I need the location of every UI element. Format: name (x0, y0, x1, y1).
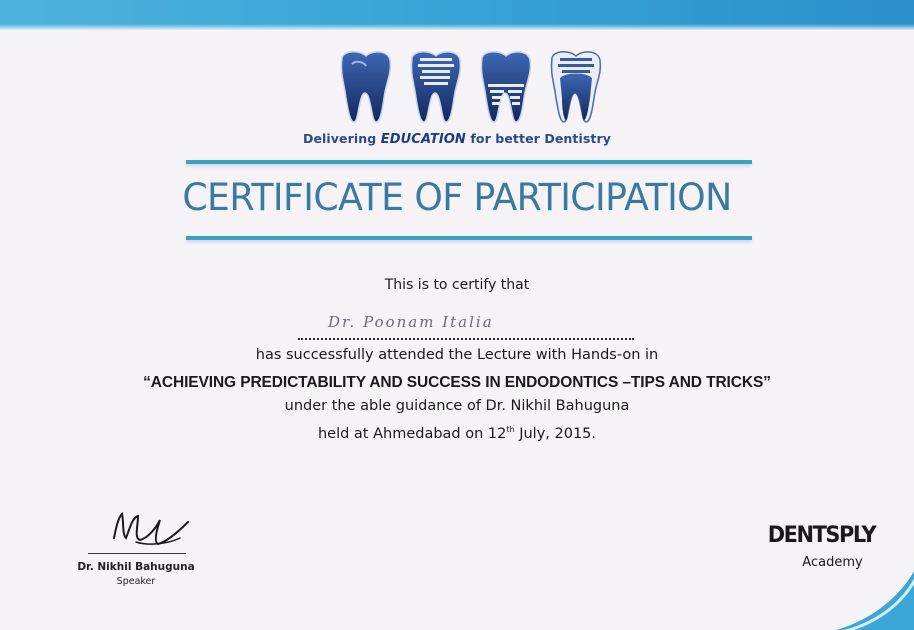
certify-line: This is to certify that (384, 277, 530, 293)
held-line (0, 425, 914, 442)
signature (108, 508, 198, 552)
date-ordinal: th (506, 425, 515, 434)
title-rule-top (186, 160, 752, 164)
signature-line (88, 553, 186, 554)
tooth-icon-4 (551, 52, 600, 122)
guidance-line: under the able guidance of Dr. Nikhil Bahuguna (284, 398, 630, 414)
tooth-logo (330, 48, 610, 128)
top-color-band (0, 0, 914, 30)
tooth-icon-1 (341, 52, 390, 122)
participant-name: Dr. Poonam Italia (328, 313, 494, 331)
attended-line: has successfully attended the Lecture with Hands-on in (255, 347, 659, 363)
tooth-icon-3 (481, 52, 530, 122)
lecture-title: “ACHIEVING PREDICTABILITY AND SUCCESS IN ENDODONTICS –TIPS AND TRICKS” (143, 374, 771, 391)
tagline-text-end: for better Dentistry (465, 131, 612, 146)
brand-logo-text: DENTSPLY (767, 523, 876, 548)
signatory-name: Dr. Nikhil Bahuguna (77, 561, 195, 573)
certificate-title: CERTIFICATE OF PARTICIPATION (182, 176, 732, 219)
signatory-role: Speaker (116, 576, 156, 587)
title-rule-bottom (186, 236, 752, 240)
tooth-icon-2 (411, 52, 460, 122)
held-text: held at Ahmedabad on 12 (317, 426, 507, 442)
corner-swoosh (798, 524, 914, 630)
tagline-emphasis: EDUCATION (380, 132, 466, 147)
tagline (0, 131, 914, 147)
tagline-text-start: Delivering (302, 131, 381, 146)
participant-name-line (298, 313, 634, 340)
held-date-text: July, 2015. (514, 426, 597, 442)
brand-subtitle: Academy (802, 555, 863, 570)
